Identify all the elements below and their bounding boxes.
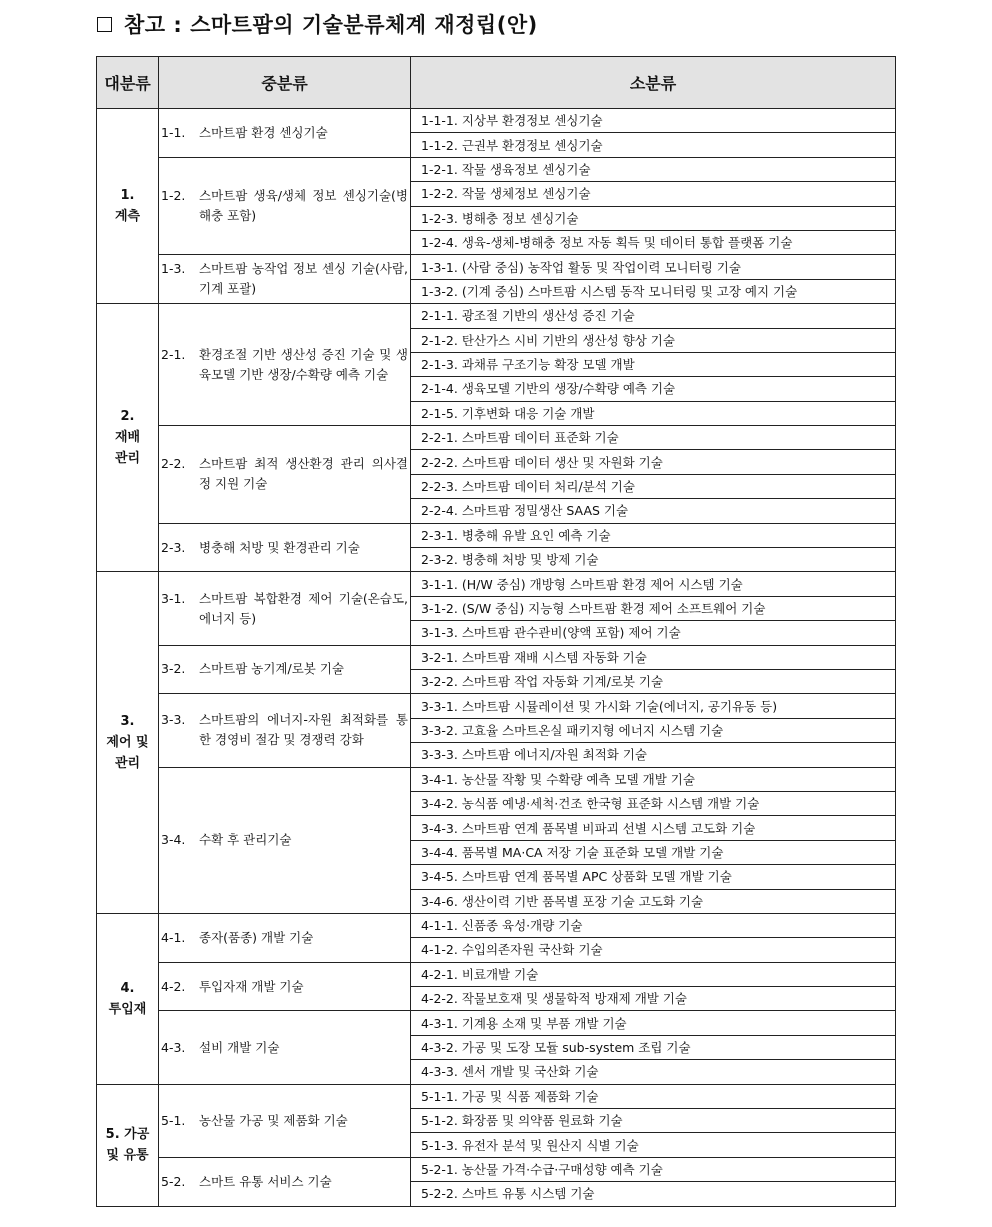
minor-category: 2-2-4. 스마트팜 정밀생산 SAAS 기술 — [411, 499, 896, 523]
table-body — [97, 109, 896, 1207]
middle-category-text: 수확 후 관리기술 — [199, 832, 292, 848]
middle-category-code: 1-2. — [161, 188, 186, 204]
middle-category — [159, 1084, 411, 1157]
middle-category-code: 4-3. — [161, 1039, 186, 1055]
minor-category: 3-2-2. 스마트팜 작업 자동화 기계/로봇 기술 — [411, 669, 896, 693]
minor-category: 4-3-2. 가공 및 도장 모듈 sub-system 조립 기술 — [411, 1035, 896, 1059]
minor-category: 5-1-2. 화장품 및 의약품 원료화 기술 — [411, 1109, 896, 1133]
minor-category: 2-3-2. 병충해 처방 및 방제 기술 — [411, 548, 896, 572]
minor-category: 1-1-2. 근권부 환경정보 센싱기술 — [411, 133, 896, 157]
major-category: 4. 투입재 — [97, 913, 159, 1084]
middle-category-text: 농산물 가공 및 제품화 기술 — [199, 1112, 348, 1128]
table-row — [97, 255, 896, 279]
middle-category-text: 스마트팜 최적 생산환경 관리 의사결정 지원 기술 — [199, 456, 408, 492]
minor-category: 4-2-2. 작물보호재 및 생물학적 방재제 개발 기술 — [411, 987, 896, 1011]
major-category: 2. 재배 관리 — [97, 304, 159, 572]
minor-category: 3-4-5. 스마트팜 연계 품목별 APC 상품화 모델 개발 기술 — [411, 865, 896, 889]
header-major: 대분류 — [97, 57, 159, 109]
table-row — [97, 1011, 896, 1035]
minor-category: 1-2-1. 작물 생육정보 센싱기술 — [411, 157, 896, 181]
minor-category: 4-2-1. 비료개발 기술 — [411, 962, 896, 986]
table-row — [97, 426, 896, 450]
major-category: 1. 계측 — [97, 109, 159, 304]
minor-category: 3-3-1. 스마트팜 시뮬레이션 및 가시화 기술(에너지, 공기유동 등) — [411, 694, 896, 718]
minor-category: 1-2-4. 생육-생체-병해충 정보 자동 획득 및 데이터 통합 플랫폼 기술 — [411, 230, 896, 254]
minor-category: 1-3-2. (기계 중심) 스마트팜 시스템 동작 모니터링 및 고장 예지 기술 — [411, 279, 896, 303]
middle-category — [159, 1011, 411, 1084]
middle-category-text: 스마트팜의 에너지-자원 최적화를 통한 경영비 절감 및 경쟁력 강화 — [199, 712, 408, 748]
middle-category — [159, 913, 411, 962]
middle-category-code: 3-2. — [161, 661, 186, 677]
minor-category: 3-1-1. (H/W 중심) 개방형 스마트팜 환경 제어 시스템 기술 — [411, 572, 896, 596]
middle-category — [159, 157, 411, 255]
minor-category: 4-1-1. 신품종 육성·개량 기술 — [411, 913, 896, 937]
minor-category: 2-2-1. 스마트팜 데이터 표준화 기술 — [411, 426, 896, 450]
middle-category-text: 스마트팜 환경 센싱기술 — [199, 124, 328, 140]
table-row — [97, 572, 896, 596]
middle-category-code: 3-3. — [161, 712, 186, 728]
middle-category-text: 스마트팜 농작업 정보 센싱 기술(사람, 기계 포괄) — [199, 261, 408, 297]
middle-category — [159, 767, 411, 913]
classification-table — [96, 56, 896, 1207]
middle-category-text: 스마트팜 생육/생체 정보 센싱기술(병해충 포함) — [199, 188, 408, 224]
minor-category: 4-3-1. 기계용 소재 및 부품 개발 기술 — [411, 1011, 896, 1035]
minor-category: 5-2-2. 스마트 유통 시스템 기술 — [411, 1182, 896, 1206]
middle-category — [159, 255, 411, 304]
minor-category: 3-3-3. 스마트팜 에너지/자원 최적화 기술 — [411, 743, 896, 767]
minor-category: 3-1-2. (S/W 중심) 지능형 스마트팜 환경 제어 소프트웨어 기술 — [411, 596, 896, 620]
middle-category — [159, 962, 411, 1011]
minor-category: 1-2-2. 작물 생체정보 센싱기술 — [411, 182, 896, 206]
minor-category: 5-1-1. 가공 및 식품 제품화 기술 — [411, 1084, 896, 1108]
middle-category-text: 병충해 처방 및 환경관리 기술 — [199, 539, 360, 555]
middle-category — [159, 109, 411, 158]
middle-category — [159, 304, 411, 426]
middle-category-code: 5-2. — [161, 1173, 186, 1189]
middle-category-code: 1-1. — [161, 124, 186, 140]
minor-category: 2-1-4. 생육모델 기반의 생장/수확량 예측 기술 — [411, 377, 896, 401]
minor-category: 2-1-3. 과채류 구조기능 확장 모델 개발 — [411, 352, 896, 376]
middle-category-code: 2-3. — [161, 539, 186, 555]
minor-category: 3-4-6. 생산이력 기반 품목별 포장 기술 고도화 기술 — [411, 889, 896, 913]
minor-category: 2-1-5. 기후변화 대응 기술 개발 — [411, 401, 896, 425]
table-row — [97, 645, 896, 669]
table-row — [97, 304, 896, 328]
minor-category: 1-3-1. (사람 중심) 농작업 활동 및 작업이력 모니터링 기술 — [411, 255, 896, 279]
middle-category-code: 5-1. — [161, 1112, 186, 1128]
minor-category: 3-3-2. 고효율 스마트온실 패키지형 에너지 시스템 기술 — [411, 718, 896, 742]
middle-category-code: 2-1. — [161, 346, 186, 362]
header-row — [97, 57, 896, 109]
header-minor: 소분류 — [411, 57, 896, 109]
middle-category — [159, 1157, 411, 1206]
minor-category: 2-1-2. 탄산가스 시비 기반의 생산성 향상 기술 — [411, 328, 896, 352]
table-row — [97, 109, 896, 133]
header-middle: 중분류 — [159, 57, 411, 109]
middle-category — [159, 426, 411, 524]
table-row — [97, 694, 896, 718]
table-row — [97, 767, 896, 791]
title-text: 참고 : 스마트팜의 기술분류체계 재정립(안) — [124, 13, 538, 37]
middle-category-text: 환경조절 기반 생산성 증진 기술 및 생육모델 기반 생장/수확량 예측 기술 — [199, 346, 408, 382]
middle-category-text: 투입자재 개발 기술 — [199, 978, 304, 994]
middle-category-code: 3-1. — [161, 590, 186, 606]
table-row — [97, 1084, 896, 1108]
minor-category: 2-3-1. 병충해 유발 요인 예측 기술 — [411, 523, 896, 547]
table-row — [97, 157, 896, 181]
middle-category — [159, 572, 411, 645]
middle-category — [159, 645, 411, 694]
middle-category-code: 4-1. — [161, 929, 186, 945]
minor-category: 1-1-1. 지상부 환경정보 센싱기술 — [411, 109, 896, 133]
minor-category: 2-2-3. 스마트팜 데이터 처리/분석 기술 — [411, 474, 896, 498]
table-row — [97, 523, 896, 547]
checkbox-square-icon — [97, 17, 112, 32]
minor-category: 3-4-1. 농산물 작황 및 수확량 예측 모델 개발 기술 — [411, 767, 896, 791]
page-title — [97, 6, 538, 42]
minor-category: 4-3-3. 센서 개발 및 국산화 기술 — [411, 1060, 896, 1084]
minor-category: 3-1-3. 스마트팜 관수관비(양액 포함) 제어 기술 — [411, 621, 896, 645]
middle-category — [159, 694, 411, 767]
minor-category: 1-2-3. 병해충 정보 센싱기술 — [411, 206, 896, 230]
middle-category-code: 2-2. — [161, 456, 186, 472]
minor-category: 5-2-1. 농산물 가격·수급·구매성향 예측 기술 — [411, 1157, 896, 1181]
middle-category-text: 스마트팜 농기계/로봇 기술 — [199, 661, 344, 677]
middle-category-text: 종자(품종) 개발 기술 — [199, 929, 314, 945]
major-category: 5. 가공 및 유통 — [97, 1084, 159, 1206]
major-category: 3. 제어 및 관리 — [97, 572, 159, 913]
table-row — [97, 962, 896, 986]
minor-category: 2-2-2. 스마트팜 데이터 생산 및 자원화 기술 — [411, 450, 896, 474]
table-row — [97, 1157, 896, 1181]
middle-category-code: 1-3. — [161, 261, 186, 277]
middle-category-code: 3-4. — [161, 832, 186, 848]
middle-category-text: 스마트 유통 서비스 기술 — [199, 1173, 332, 1189]
minor-category: 2-1-1. 광조절 기반의 생산성 증진 기술 — [411, 304, 896, 328]
minor-category: 4-1-2. 수입의존자원 국산화 기술 — [411, 938, 896, 962]
middle-category-code: 4-2. — [161, 978, 186, 994]
middle-category — [159, 523, 411, 572]
middle-category-text: 설비 개발 기술 — [199, 1039, 280, 1055]
minor-category: 3-4-4. 품목별 MA·CA 저장 기술 표준화 모델 개발 기술 — [411, 840, 896, 864]
minor-category: 3-2-1. 스마트팜 재배 시스템 자동화 기술 — [411, 645, 896, 669]
minor-category: 3-4-2. 농식품 예냉·세척·건조 한국형 표준화 시스템 개발 기술 — [411, 791, 896, 815]
minor-category: 5-1-3. 유전자 분석 및 원산지 식별 기술 — [411, 1133, 896, 1157]
table-row — [97, 913, 896, 937]
middle-category-text: 스마트팜 복합환경 제어 기술(온습도, 에너지 등) — [199, 590, 408, 626]
minor-category: 3-4-3. 스마트팜 연계 품목별 비파괴 선별 시스템 고도화 기술 — [411, 816, 896, 840]
